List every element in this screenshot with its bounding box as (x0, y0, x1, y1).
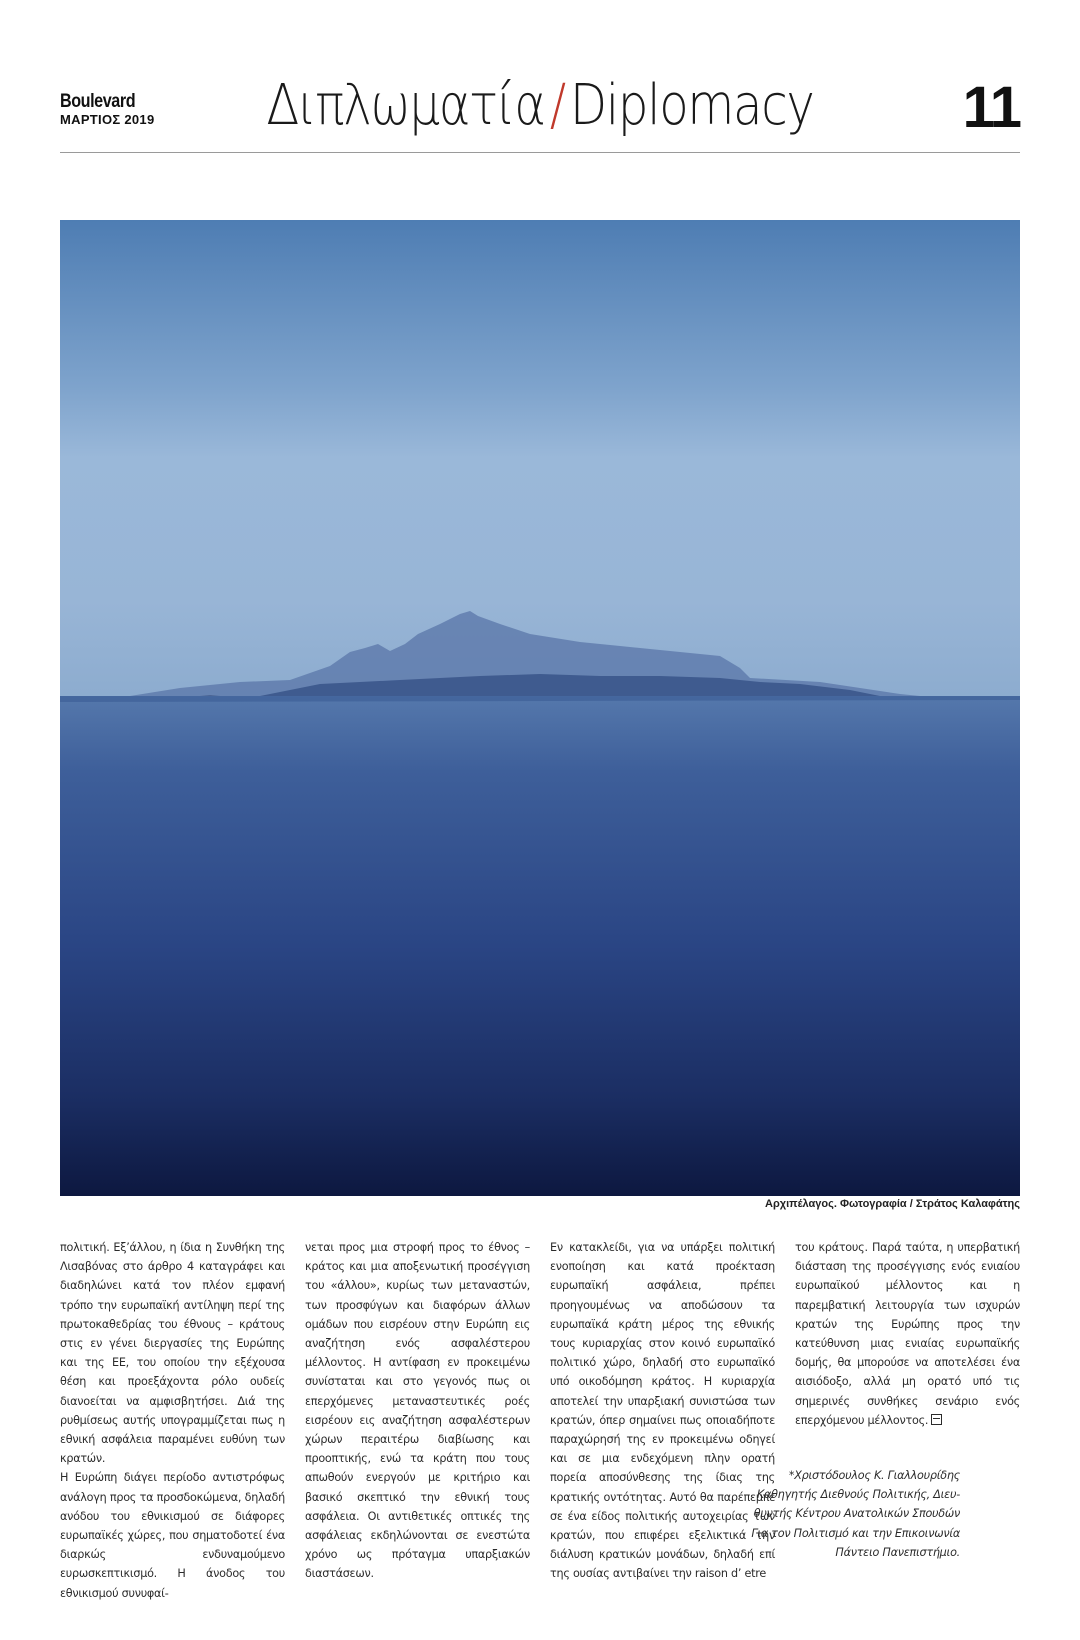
section-title-slash: / (549, 73, 565, 138)
issue-date: ΜΑΡΤΙΟΣ 2019 (60, 112, 155, 127)
article-column-2 (305, 1238, 530, 1584)
sea (60, 696, 1020, 1196)
paragraph-final (795, 1238, 1020, 1430)
archipelago-photo (60, 220, 1020, 1196)
paragraph-text: του κράτους. Παρά ταύτα, η υπερβατική διάσταση της προσέγγισης ενός ενιαίου ευρωπαϊκού μέλλοντος και η παρεμβατική λειτουργία των ισχυρών κρατών της Ευρώπης προς την κατεύθυνση μιας ενιαίας ευρωπαϊκής δομής, θα μπορούσε να αποτελέσει ένα αισιόδοξο, αλλά μη ορατό υπό τις σημερινές συνθήκες σενάριο ενός επερχόμενου μέλλοντος. (795, 1241, 1020, 1427)
paragraph: νεται προς μια στροφή προς το έθνος – κράτος και μια αποξενωτική προσέγγιση του «άλλου», κυρίως των μεταναστών, των προσφύγων και διαφόρων άλλων ομάδων που εισρέουν στην Ευρώπη εις αναζήτηση ενός ασφαλέστερου μέλλοντος. Η αντίφαση εν προκειμένω συνίσταται και στο γεγονός πως οι επερχόμενες μεταναστευτικές ροές εισρέουν εις αναζήτηση ασφαλέστερων χώρων περαιτέρω διαβίωσης και προοπτικής, ενώ τα κράτη που τους απωθούν ενεργούν με κριτήριο και βασικό σκεπτικό την εθνική τους ασφάλεια. Οι αντιθετικές οπτικές της ασφάλειας εκδηλώνονται σε ενεστώτα χρόνο ως πρόταγμα υπαρξιακών διαστάσεων. (305, 1241, 530, 1581)
author-affiliation: Πάντειο Πανεπιστήμιο. (835, 1545, 960, 1559)
header-divider (60, 152, 1020, 153)
section-title (76, 73, 1005, 138)
author-name: *Χριστόδουλος Κ. Γιαλλουρίδης (788, 1469, 960, 1482)
photo-caption: Αρχιπέλαγος. Φωτογραφία / Στράτος Καλαφάτης (765, 1198, 1020, 1210)
author-title: Για τον Πολιτισμό και την Επικοινωνία (751, 1526, 960, 1540)
paragraph: Η Ευρώπη διάγει περίοδο αντιστρόφως ανάλογη προς τα προσδοκώμενα, δηλαδή ανόδου του εθνικισμού σε διάφορες ευρωπαϊκές χώρες, που σηματοδοτεί ένα διαρκώς ενδυναμούμενο ευρωσκεπτικισμό. Η άνοδος του εθνικισμού συνυφαί- (60, 1471, 285, 1600)
page-number: 11 (962, 75, 1020, 140)
paragraph: Εν κατακλείδι, για να υπάρξει πολιτική ενοποίηση και κατά προέκταση ευρωπαϊκή ασφάλεια, πρέπει προηγουμένως να αποδώσουν τα ευρωπαϊκά κράτη μέρος της εθνικής τους κυριαρχίας στον κοινό ευρωπαϊκό πολιτικό χώρο, δηλαδή στο ευρωπαϊκό υπό οικοδόμηση κράτος. Η κυριαρχία αποτελεί την υπαρξιακή συνιστώσα των κρατών, όπερ σημαίνει πως οποιαδήποτε παραχώρησή της εν προκειμένω οδηγεί και σε μια ενδεχόμενη πλην ορατή πορεία αποσύνθεσης της ίδιας της κρατικής οντότητας. Αυτό θα παρέπεμπε σε ένα είδος πολιτικής αυτοχειρίας των κρατών, που επιφέρει εξελικτικά την διάλυση κρατικών μονάδων, δηλαδή επί της ουσίας αντιβαίνει την raison d’ etre (550, 1241, 775, 1581)
section-title-greek: Διπλωματία (266, 73, 545, 138)
author-title: θυντής Κέντρου Ανατολικών Σπουδών (753, 1507, 960, 1521)
article-column-1 (60, 1238, 285, 1603)
article-column-4 (795, 1238, 1020, 1430)
author-credit (735, 1466, 960, 1562)
section-title-english: Diplomacy (569, 73, 814, 138)
brand-logo: Boulevard (60, 91, 136, 112)
paragraph: πολιτική. Εξ’άλλου, η ίδια η Συνθήκη της Λισαβόνας στο άρθρο 4 καταγράφει και διαδηλώνει κατά τον πλέον εμφανή τρόπο την ευρωπαϊκή αντίληψη περί της πρωτοκαθεδρίας του έθνους – κράτους στις εν γένει διεργασίες της Ευρώπης και της ΕΕ, του οποίου την εξέχουσα θέση και προεξάχοντα ρόλο ουδείς διανοείται να αμφισβητήσει. Διά της ρυθμίσεως αυτής υπογραμμίζεται πως η εθνική ασφάλεια παραμένει ευθύνη των κρατών. (60, 1241, 285, 1466)
author-title: Καθηγητής Διεθνούς Πολιτικής, Διευ- (756, 1488, 960, 1502)
end-of-article-icon (931, 1414, 942, 1425)
sky (60, 220, 1020, 696)
